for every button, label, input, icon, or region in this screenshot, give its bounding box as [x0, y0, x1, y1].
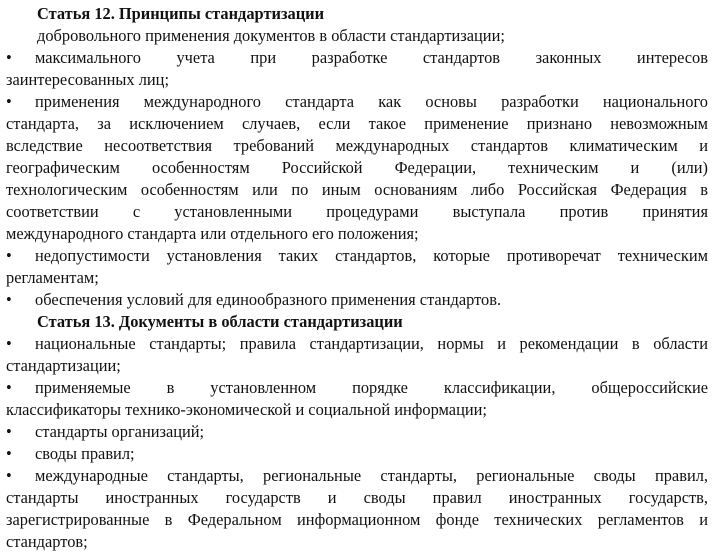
article-12-line-4: применения международного стандарта как основы разработки национального [35, 92, 708, 111]
article-13-line-4: классификаторы технико-экономической и социальной информации; [6, 400, 487, 419]
article-12-line-12: регламентам; [6, 268, 99, 287]
article-13-bullet-item [6, 333, 708, 355]
bullet-icon: • [6, 290, 12, 309]
article-13-bullet-item [6, 421, 708, 443]
article-13-line-5: стандарты организаций; [35, 422, 205, 441]
article-12-line-6: вследствие несоответствия требований международных стандартов климатическим и [6, 136, 708, 155]
article-12-bullet-item [6, 91, 708, 113]
article-12-line-10: международного стандарта или отдельного его положения; [6, 224, 419, 243]
article-12-line-7: географическим особенностям Российской Федерации, техническим и (или) [6, 158, 708, 177]
article-13-line-3: применяемые в установленном порядке классификации, общероссийские [35, 378, 708, 397]
article-13-title: Статья 13. Документы в области стандартизации [37, 312, 403, 331]
bullet-icon: • [6, 334, 12, 353]
article-12-line-9: соответствии с установленными процедурами выступала против принятия [6, 202, 708, 221]
article-13-line-8: стандарты иностранных государств и своды правил иностранных государств, [6, 488, 708, 507]
bullet-icon: • [6, 422, 12, 441]
article-12-bullet-item [6, 245, 708, 267]
bullet-icon: • [6, 92, 12, 111]
article-12-line-13: обеспечения условий для единообразного применения стандартов. [35, 290, 502, 309]
article-12-line-5: стандарта, за исключением случаев, если такое применение признано невозможным [6, 114, 708, 133]
article-12-line-1: добровольного применения документов в области стандартизации; [37, 26, 505, 45]
bullet-icon: • [6, 246, 12, 265]
article-13-bullet-item [6, 443, 708, 465]
article-13-bullet-item [6, 377, 708, 399]
bullet-icon: • [6, 378, 12, 397]
article-12-bullet-item [6, 47, 708, 69]
article-13-line-7: международные стандарты, региональные стандарты, региональные своды правил, [35, 466, 708, 485]
bullet-icon: • [6, 466, 12, 485]
article-13-line-1: национальные стандарты; правила стандартизации, нормы и рекомендации в области [35, 334, 708, 353]
article-12-line-11: недопустимости установления таких стандартов, которые противоречат техническим [35, 246, 708, 265]
article-12-line-2: максимального учета при разработке стандартов законных интересов [35, 48, 708, 67]
article-12-bullet-item [6, 289, 708, 311]
bullet-icon: • [6, 444, 12, 463]
article-13-line-10: стандартов; [6, 532, 88, 551]
article-12-title: Статья 12. Принципы стандартизации [37, 4, 325, 23]
bullet-icon: • [6, 48, 12, 67]
article-13-line-9: зарегистрированные в Федеральном информационном фонде технических регламентов и [6, 510, 708, 529]
article-12-line-3: заинтересованных лиц; [6, 70, 170, 89]
article-12-line-8: технологическим особенностям или по иным основаниям либо Российская Федерация в [6, 180, 708, 199]
article-13-bullet-item [6, 465, 708, 487]
article-13-line-6: своды правил; [35, 444, 135, 463]
article-13-line-2: стандартизации; [6, 356, 121, 375]
